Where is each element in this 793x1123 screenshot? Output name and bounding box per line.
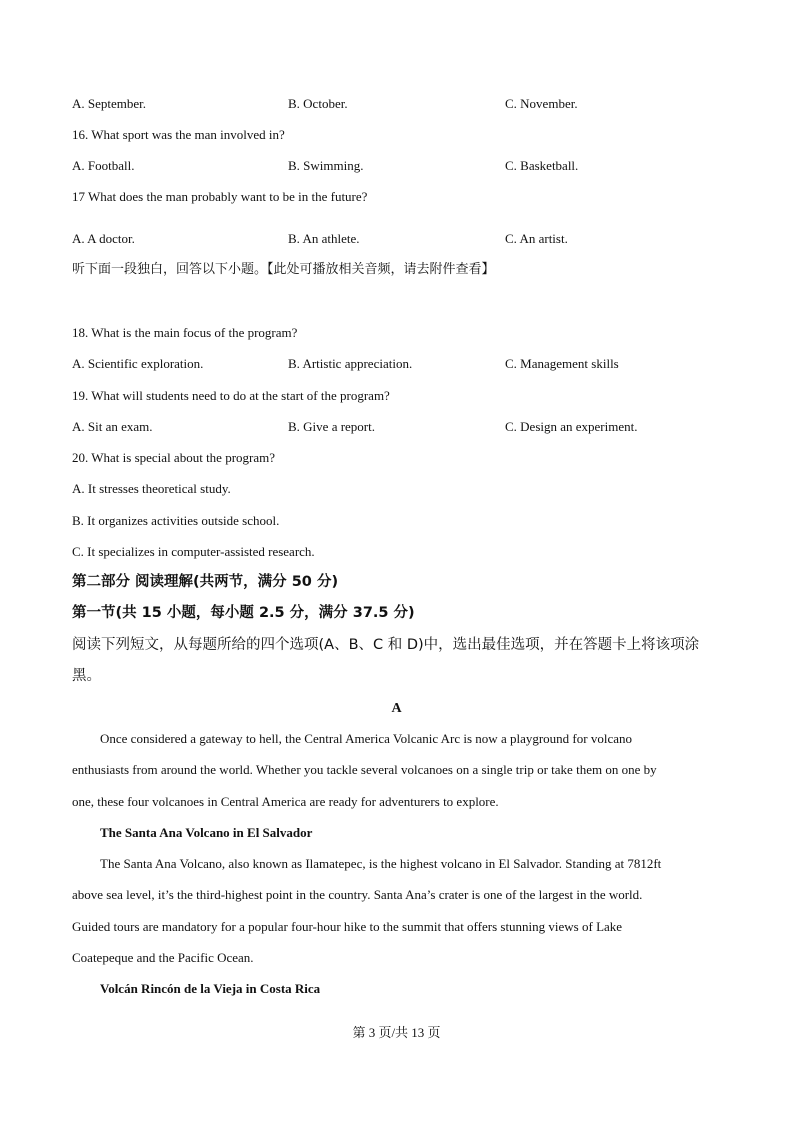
q17-stem: 17 What does the man probably want to be in the future? [72, 189, 368, 204]
q15-option-a: A. September. [72, 96, 147, 111]
q17-option-b: B. An athlete. [288, 231, 360, 246]
passage-heading-rincon: Volcán Rincón de la Vieja in Costa Rica [100, 981, 321, 996]
q18-option-b: B. Artistic appreciation. [288, 356, 413, 371]
passage-p2-line3: Guided tours are mandatory for a popular four-hour hike to the summit that offers stunning views of Lake [72, 919, 623, 934]
q16-option-a: A. Football. [72, 158, 135, 173]
passage-p2-line1: The Santa Ana Volcano, also known as Ilamatepec, is the highest volcano in El Salvador. Standing at 7812ft [100, 856, 662, 871]
q16-option-b: B. Swimming. [288, 158, 364, 173]
q15-option-c: C. November. [505, 96, 578, 111]
passage-p1-line1: Once considered a gateway to hell, the Central America Volcanic Arc is now a playground for volcano [100, 731, 632, 746]
page-footer: 第 3 页/共 13 页 [352, 1025, 441, 1040]
q17-option-a: A. A doctor. [72, 231, 135, 246]
passage-p2-line2: above sea level, it’s the third-highest point in the country. Santa Ana’s crater is one of the largest in the world. [72, 887, 643, 902]
q19-option-c: C. Design an experiment. [505, 419, 638, 434]
q20-option-b: B. It organizes activities outside school. [72, 513, 280, 528]
passage-p2-line4: Coatepeque and the Pacific Ocean. [72, 950, 254, 965]
passage-p1-line2: enthusiasts from around the world. Whether you tackle several volcanoes on a single trip or take them on one by [72, 762, 657, 777]
listening-instruction: 听下面一段独白，回答以下小题。【此处可播放相关音频，请去附件查看】 [72, 262, 495, 277]
q18-option-c: C. Management skills [505, 356, 619, 371]
reading-instruction: 阅读下列短文，从每题所给的四个选项(A、B、C 和 D)中，选出最佳选项，并在答题卡上将该项涂黑。 [72, 637, 700, 684]
q20-option-a: A. It stresses theoretical study. [72, 481, 231, 496]
q19-stem: 19. What will students need to do at the start of the program? [72, 388, 390, 403]
part2-heading: 第二部分 阅读理解(共两节，满分 50 分) [72, 574, 339, 590]
q19-option-a: A. Sit an exam. [72, 419, 153, 434]
q20-option-c: C. It specializes in computer-assisted research. [72, 544, 315, 559]
q15-option-b: B. October. [288, 96, 348, 111]
q16-option-c: C. Basketball. [505, 158, 579, 173]
section1-heading: 第一节(共 15 小题，每小题 2.5 分，满分 37.5 分) [72, 605, 415, 621]
passage-letter: A [391, 701, 402, 716]
q18-stem: 18. What is the main focus of the program? [72, 325, 298, 340]
q16-stem: 16. What sport was the man involved in? [72, 127, 285, 142]
passage-heading-santa-ana: The Santa Ana Volcano in El Salvador [100, 825, 313, 840]
passage-p1-line3: one, these four volcanoes in Central America are ready for adventurers to explore. [72, 794, 499, 809]
q20-stem: 20. What is special about the program? [72, 450, 276, 465]
q19-option-b: B. Give a report. [288, 419, 376, 434]
q17-option-c: C. An artist. [505, 231, 568, 246]
q18-option-a: A. Scientific exploration. [72, 356, 204, 371]
